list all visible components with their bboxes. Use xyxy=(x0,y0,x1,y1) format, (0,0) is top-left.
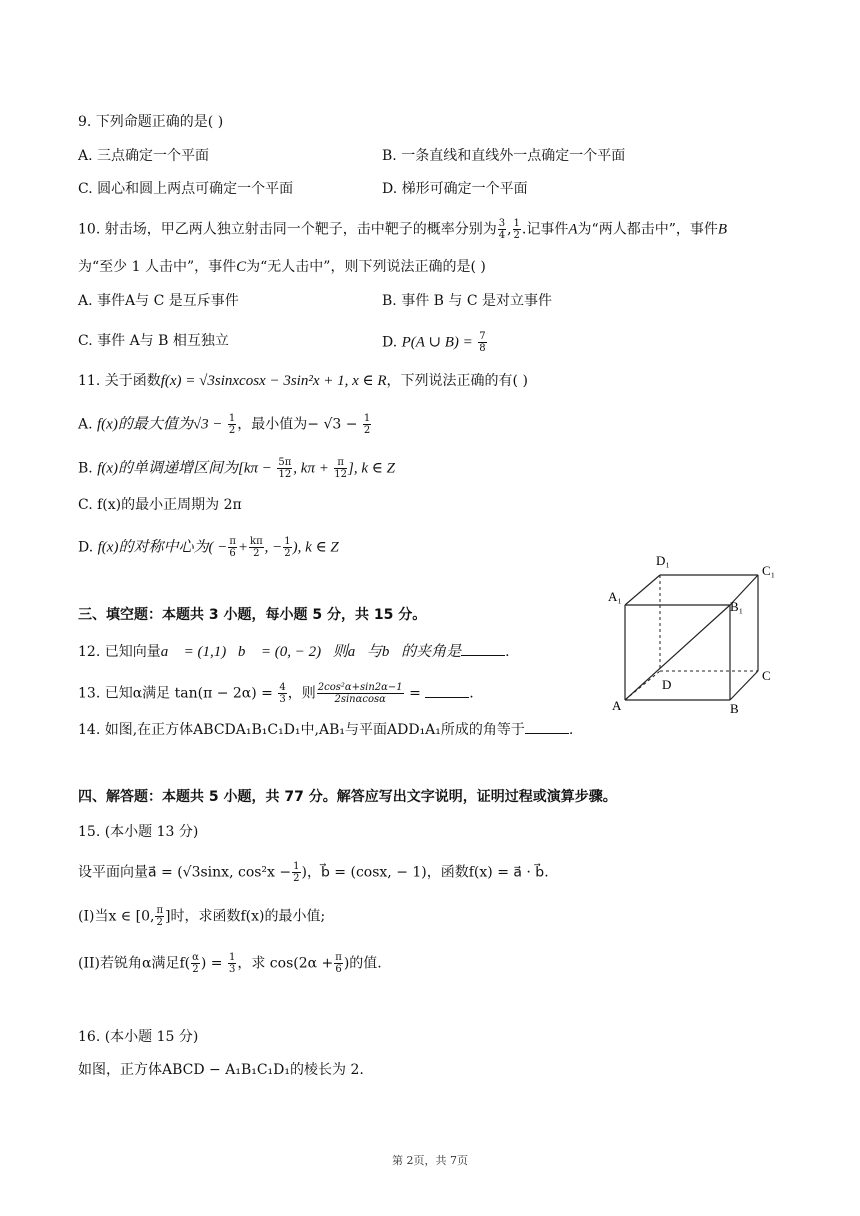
cube-edge xyxy=(730,671,758,700)
hidden-edge xyxy=(625,671,660,700)
q14: 14. 如图,在正方体ABCDA₁B₁C₁D₁中,AB₁与平面ADD₁A₁所成的角等于 . xyxy=(78,722,574,738)
cube-figure xyxy=(600,545,800,720)
section-3-title: 三、填空题：本题共 3 小题，每小题 5 分，共 15 分。 xyxy=(78,607,427,623)
cube-label: A₁ xyxy=(608,589,622,604)
fraction: $\frac{4}{3}$ xyxy=(279,682,286,705)
fraction: $\frac{3}{4}$ xyxy=(498,218,506,241)
cube-label: B xyxy=(730,701,739,716)
cube-label: B₁ xyxy=(730,599,744,614)
fraction: $\frac{7}{8}$ xyxy=(479,331,486,354)
q16-heading: 16. (本小题 15 分) xyxy=(78,1029,199,1045)
fraction: $\frac{\pi}{6}$ xyxy=(335,952,342,975)
q11-option-d: D. f(x)的对称中心为( − $\frac{\pi}{6}$ + $\frac{k\pi}{2}$ , − $\frac{1}{2}$ ), k ∈ Z xyxy=(78,536,339,559)
q15-heading: 15. (本小题 13 分) xyxy=(78,824,199,840)
fraction: $\frac{1}{2}$ xyxy=(284,536,291,559)
diagonal-ab1 xyxy=(625,605,730,700)
fraction: $\frac{1}{3}$ xyxy=(228,952,236,975)
fraction: $\frac{\text{2cos²α+sin2α−1}}{2\sin\alpha\cos\alpha}$ xyxy=(317,682,403,705)
fraction: $\frac{\pi}{2}$ xyxy=(156,905,164,928)
q15-part-1: (I)当x ∈ [0, $\frac{\pi}{2}$ ]时，求函数f(x)的最小值; xyxy=(78,905,326,928)
q15-part-2: (II)若锐角α满足f( $\frac{\alpha}{2}$ ) = $\frac{1}{3}$ ，求 cos(2α + $\frac{\pi}{6}$ )的值. xyxy=(78,952,382,975)
q16-text: 如图，正方体ABCD − A₁B₁C₁D₁的棱长为 2. xyxy=(78,1062,364,1078)
fraction: $\frac{1}{2}$ xyxy=(228,413,236,436)
cube-label: A xyxy=(612,698,622,713)
q9-option-c: C. 圆心和圆上两点可确定一个平面 xyxy=(78,181,294,197)
answer-blank xyxy=(425,685,469,698)
section-4-title: 四、解答题：本题共 5 小题，共 77 分。解答应写出文字说明，证明过程或演算步骤。 xyxy=(78,789,617,805)
cube-label: D₁ xyxy=(656,553,670,568)
q12: 12. 已知向量a⃗ = (1,1)，b⃗ = (0, − 2)，则a⃗与b⃗的夹角是 . xyxy=(78,644,510,660)
q11-option-a: A. f(x)的最大值为√3 − $\frac{1}{2}$ ，最小值为− √3 − $\frac{1}{2}$ xyxy=(78,413,371,436)
q10-option-a: A. 事件A与 C 是互斥事件 xyxy=(78,293,239,309)
fraction: $\frac{\pi}{12}$ xyxy=(334,457,348,480)
q10-option-d: D. P(A ∪ B) = $\frac{7}{8}$ xyxy=(382,331,486,354)
q9-stem: 9. 下列命题正确的是( ) xyxy=(78,114,224,130)
q10-stem-line2: 为“至少 1 人击中”，事件C为“无人击中”，则下列说法正确的是( ) xyxy=(78,259,486,275)
q9-option-a: A. 三点确定一个平面 xyxy=(78,148,210,164)
fraction: $\frac{\pi}{6}$ xyxy=(229,536,236,559)
cube-label: C₁ xyxy=(762,563,776,578)
q10-option-b: B. 事件 B 与 C 是对立事件 xyxy=(382,293,552,309)
page-footer: 第 2页，共 7页 xyxy=(392,1154,468,1167)
fraction: $\frac{1}{2}$ xyxy=(513,218,520,241)
fraction: $\frac{5\pi}{12}$ xyxy=(278,457,292,480)
fraction: $\frac{\alpha}{2}$ xyxy=(192,952,199,975)
q10-option-c: C. 事件 A与 B 相互独立 xyxy=(78,333,229,349)
fraction: $\frac{1}{2}$ xyxy=(363,413,371,436)
answer-blank xyxy=(525,721,569,734)
q11-stem: 11. 关于函数f(x) = √3sinxcosx − 3sin²x + 1, x ∈ R，下列说法正确的有( ) xyxy=(78,373,528,389)
answer-blank xyxy=(461,643,505,656)
q15-line1: 设平面向量a⃗ = (√3sinx, cos²x − $\frac{1}{2}$ )，b⃗ = (cosx, − 1)，函数f(x) = a⃗ · b⃗. xyxy=(78,861,549,884)
q13: 13. 已知α满足 tan(π − 2α) = $\frac{4}{3}$ ，则 $\frac{\text{2cos²α+sin2α−1}}{2\sin\alpha\cos\alpha}$ = . xyxy=(78,682,474,705)
fraction: $\frac{k\pi}{2}$ xyxy=(250,536,263,559)
q11-option-b: B. f(x)的单调递增区间为[kπ − $\frac{5\pi}{12}$ , kπ + $\frac{\pi}{12}$ ], k ∈ Z xyxy=(78,457,395,480)
cube-label: C xyxy=(762,668,771,683)
q9-option-d: D. 梯形可确定一个平面 xyxy=(382,181,528,197)
fraction: $\frac{1}{2}$ xyxy=(293,861,300,884)
cube-label: D xyxy=(662,677,672,692)
cube-edge xyxy=(625,575,660,605)
q9-option-b: B. 一条直线和直线外一点确定一个平面 xyxy=(382,148,626,164)
q10-stem-line1: 10. 射击场，甲乙两人独立射击同一个靶子，击中靶子的概率分别为 $\frac{3}{4}$ , $\frac{1}{2}$ .记事件A为“两人都击中”，事件B xyxy=(78,218,728,241)
q11-option-c: C. f(x)的最小正周期为 2π xyxy=(78,497,242,513)
